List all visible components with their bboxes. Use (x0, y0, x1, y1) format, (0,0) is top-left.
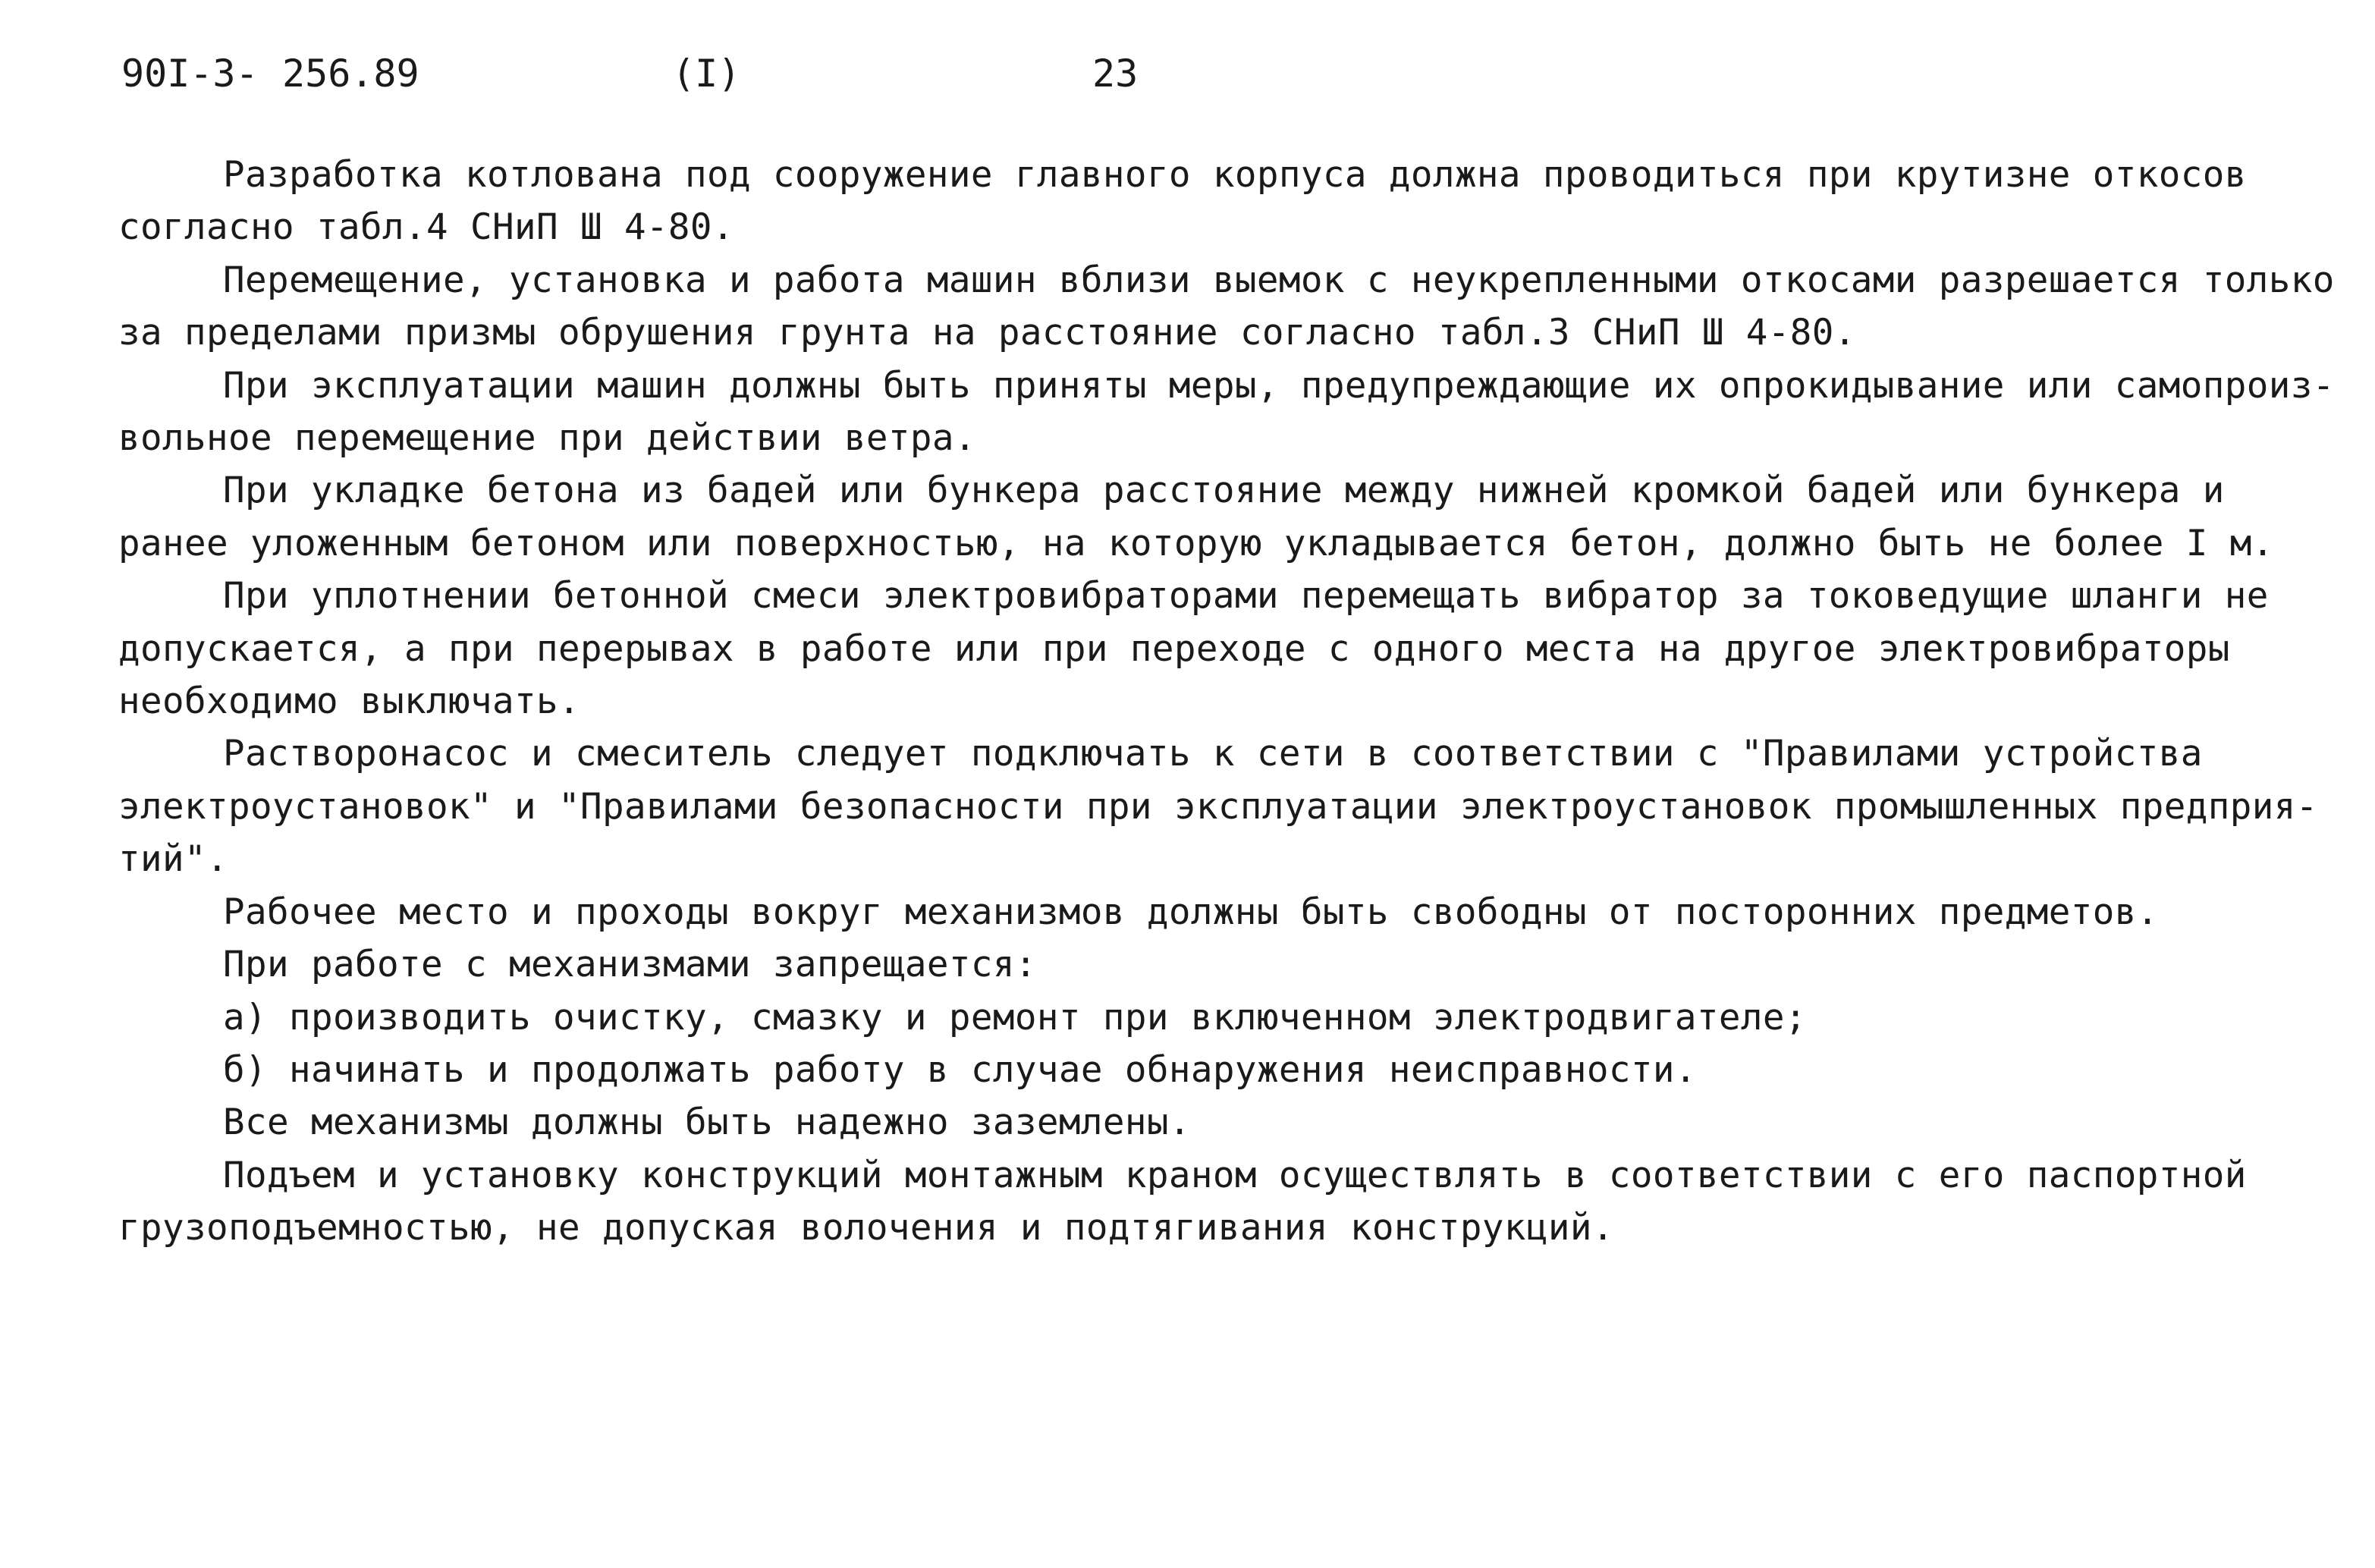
page-header (0, 47, 2375, 100)
text-line: электроустановок" и "Правилами безопасности при эксплуатации электроустановок промышленных предприя- (118, 785, 2318, 828)
body-text (118, 149, 2335, 1255)
text-line: При укладке бетона из бадей или бункера расстояние между нижней кромкой бадей или бункера и (223, 470, 2225, 512)
text-line: за пределами призмы обрушения грунта на расстояние согласно табл.3 СНиП Ш 4-80. (118, 312, 1856, 354)
text-line: Растворонасос и смеситель следует подключать к сети в соответствии с "Правилами устройства (223, 733, 2203, 775)
text-line: Рабочее место и проходы вокруг механизмов должны быть свободны от посторонних предметов. (223, 891, 2159, 933)
text-line: При работе с механизмами запрещается: (223, 944, 1037, 986)
text-line: согласно табл.4 СНиП Ш 4-80. (118, 206, 734, 249)
text-line: Подъем и установку конструкций монтажным краном осуществлять в соответствии с его паспортной (223, 1154, 2247, 1196)
sheet-mark: (I) (672, 52, 741, 96)
text-line: вольное перемещение при действии ветра. (118, 417, 976, 460)
text-line: тий". (118, 838, 228, 881)
text-line: Все механизмы должны быть надежно заземлены. (223, 1101, 1191, 1144)
text-line: а) производить очистку, смазку и ремонт при включенном электродвигателе; (223, 996, 1807, 1039)
text-line: Перемещение, установка и работа машин вблизи выемок с неукрепленными откосами разрешается только (223, 259, 2335, 301)
text-line: необходимо выключать. (118, 680, 580, 723)
text-line: ранее уложенным бетоном или поверхностью, на которую укладывается бетон, должно быть не более I м. (118, 522, 2274, 564)
text-line: допускается, а при перерывах в работе или при переходе с одного места на другое электровибраторы (118, 627, 2230, 670)
text-line: Разработка котлована под сооружение главного корпуса должна проводиться при крутизне откосов (223, 154, 2247, 196)
text-line: При уплотнении бетонной смеси электровибраторами перемещать вибратор за токоведущие шланги не (223, 575, 2269, 617)
text-line: б) начинать и продолжать работу в случае обнаружения неисправности. (223, 1048, 1697, 1091)
page-number: 23 (1092, 52, 1139, 96)
document-code-prefix: 90I-3- (121, 52, 259, 96)
text-line: грузоподъемностью, не допуская волочения и подтягивания конструкций. (118, 1207, 1614, 1249)
document-code-number: 256.89 (282, 52, 419, 96)
text-line: При эксплуатации машин должны быть приняты меры, предупреждающие их опрокидывание или самопроиз- (223, 364, 2335, 407)
